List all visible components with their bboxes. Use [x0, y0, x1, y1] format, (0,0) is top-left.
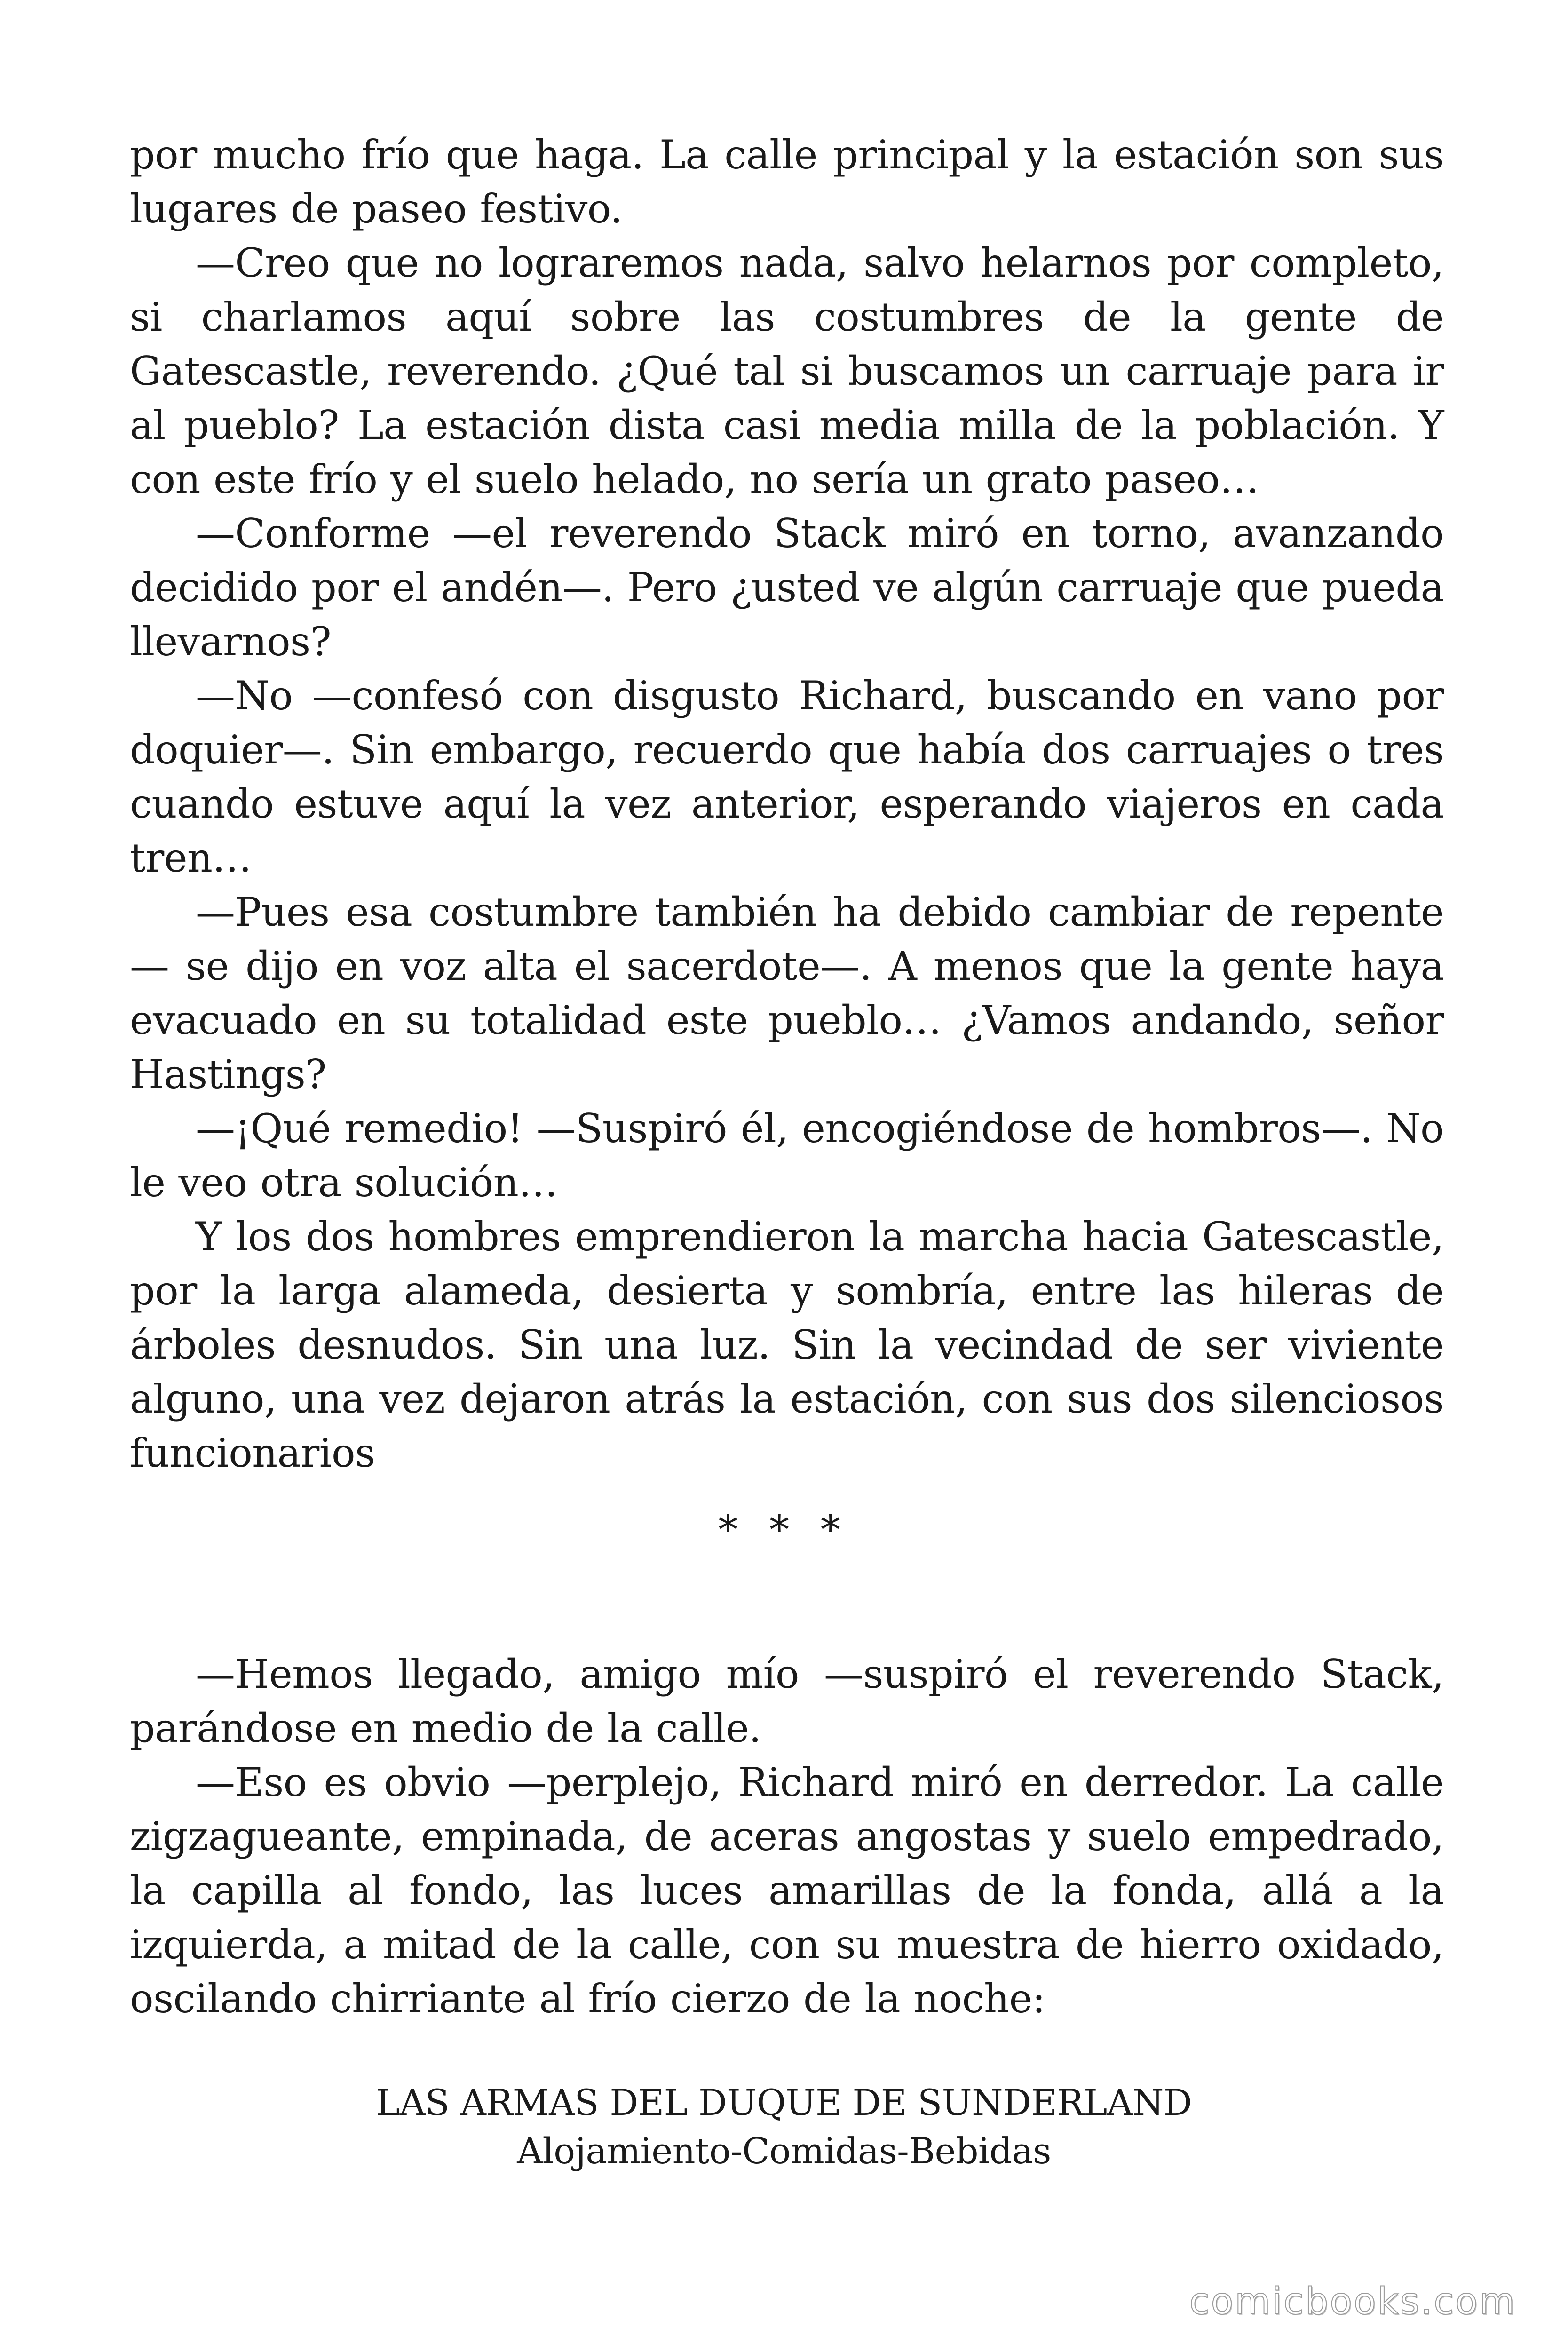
- paragraph: —Creo que no lograremos nada, salvo helarnos por completo, si charlamos aquí sobre las costumbres de la gente de Gatescastle, reverendo. ¿Qué tal si buscamos un carruaje para ir al pueblo? La estación dista casi media milla de la población. Y con este frío y el suelo helado, no sería un grato paseo…: [130, 240, 1444, 502]
- paragraph: —Hemos llegado, amigo mío —suspiró el reverendo Stack, parándose en medio de la calle.: [130, 1651, 1444, 1751]
- paragraph: —¡Qué remedio! —Suspiró él, encogiéndose de hombros—. No le veo otra solución…: [130, 1105, 1444, 1206]
- paragraph: —Pues esa costumbre también ha debido cambiar de repente — se dijo en voz alta el sacerdote—. A menos que la gente haya evacuado en su totalidad este pueblo… ¿Vamos andando, señor Hastings?: [130, 889, 1444, 1097]
- watermark: comicbooks.com: [1189, 2280, 1516, 2323]
- inn-sign: [0, 2078, 1568, 2175]
- paragraph: —No —confesó con disgusto Richard, buscando en vano por doquier—. Sin embargo, recuerdo que había dos carruajes o tres cuando estuve aquí la vez anterior, esperando viajeros en cada tren…: [130, 673, 1444, 881]
- paragraph: —Eso es obvio —perplejo, Richard miró en derredor. La calle zigzagueante, empinada, de aceras angostas y suelo empedrado, la capilla al fondo, las luces amarillas de la fonda, allá a la izquierda, a mitad de la calle, con su muestra de hierro oxidado, oscilando chirriante al frío cierzo de la noche:: [130, 1759, 1444, 2022]
- sign-subtitle: Alojamiento-Comidas-Bebidas: [517, 2130, 1051, 2172]
- sign-title: LAS ARMAS DEL DUQUE DE SUNDERLAND: [376, 2082, 1192, 2123]
- text-section-1: [130, 128, 1444, 1480]
- paragraph: —Conforme —el reverendo Stack miró en torno, avanzando decidido por el andén—. Pero ¿usted ve algún carruaje que pueda llevarnos?: [130, 510, 1444, 665]
- section-separator: * * *: [718, 1507, 850, 1553]
- text-section-2: [130, 1647, 1444, 2026]
- paragraph: por mucho frío que haga. La calle principal y la estación son sus lugares de paseo festivo.: [130, 132, 1444, 232]
- paragraph: Y los dos hombres emprendieron la marcha hacia Gatescastle, por la larga alameda, desierta y sombría, entre las hileras de árboles desnudos. Sin una luz. Sin la vecindad de ser viviente alguno, una vez dejaron atrás la estación, con sus dos silenciosos funcionarios: [130, 1214, 1444, 1476]
